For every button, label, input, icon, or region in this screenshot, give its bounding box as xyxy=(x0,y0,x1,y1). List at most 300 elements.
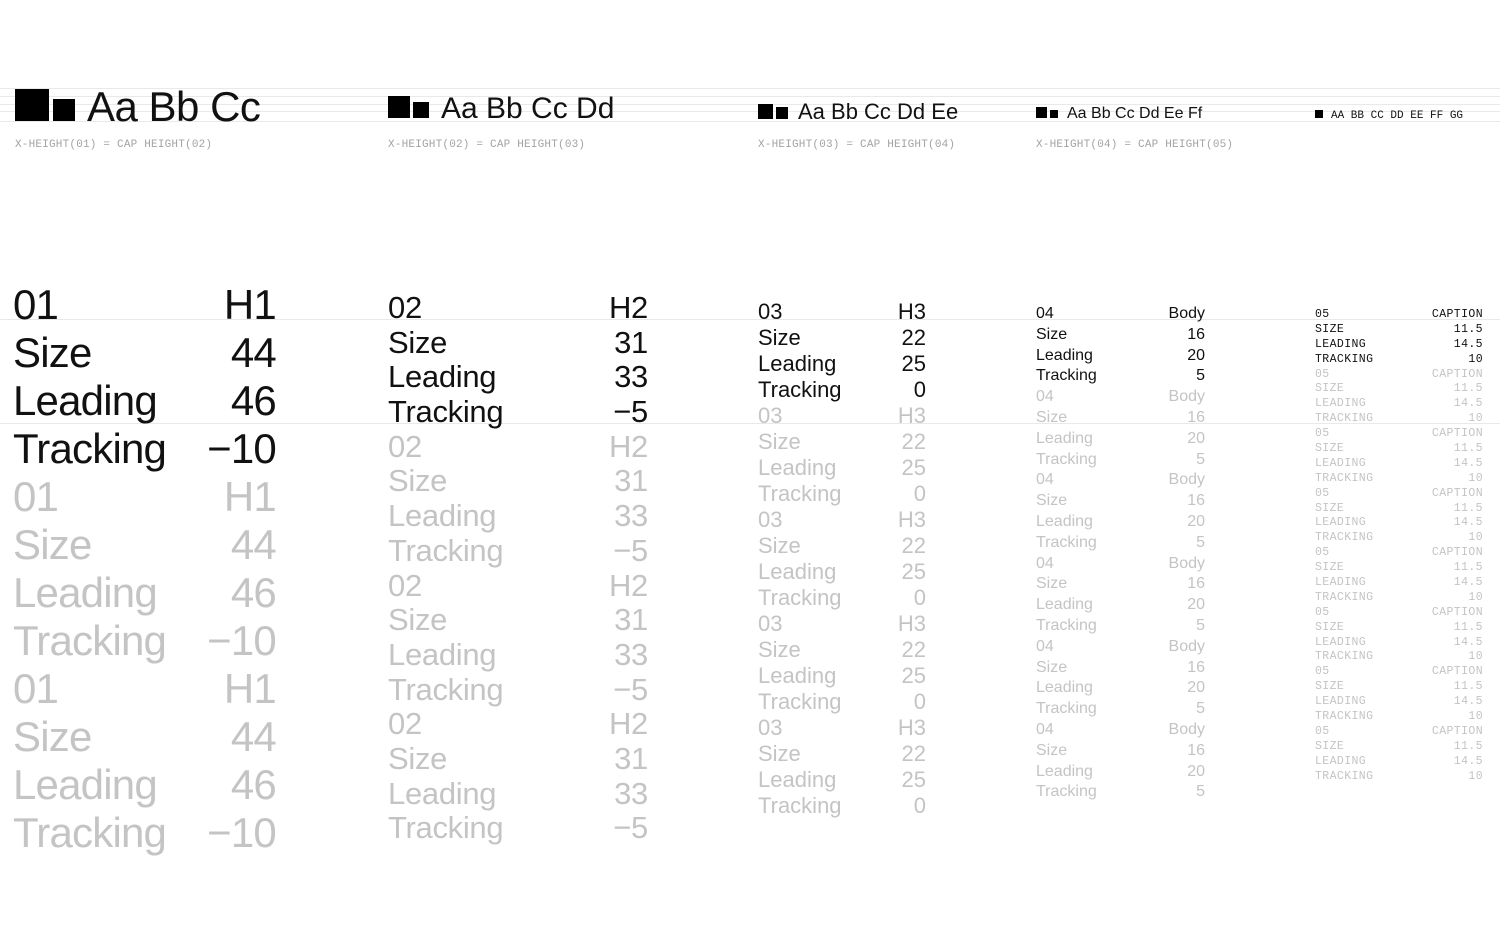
spec-row xyxy=(1315,680,1483,695)
spec-label: Leading xyxy=(388,775,497,811)
spec-label: Tracking xyxy=(13,425,167,472)
spec-value: 10 xyxy=(1468,590,1483,604)
spec-value: 11.5 xyxy=(1453,501,1483,515)
spec-row xyxy=(1036,533,1205,554)
spec-row xyxy=(1036,574,1205,595)
spec-label: Size xyxy=(388,463,448,499)
spec-label: Tracking xyxy=(758,585,842,610)
spec-label: 01 xyxy=(13,281,59,328)
spec-row xyxy=(758,715,926,741)
spec-value: 22 xyxy=(901,533,926,558)
spec-row xyxy=(1036,595,1205,616)
spec-label: 02 xyxy=(388,567,422,603)
spec-label: SIZE xyxy=(1315,680,1345,694)
spec-row xyxy=(1315,755,1483,770)
spec-row xyxy=(1315,516,1483,531)
spec-value: 14.5 xyxy=(1453,576,1483,590)
spec-row xyxy=(1036,387,1205,408)
spec-label: 05 xyxy=(1315,367,1330,381)
spec-label: 02 xyxy=(388,706,422,742)
type-sample-02 xyxy=(388,94,614,124)
spec-row xyxy=(1315,427,1483,442)
spec-value: H1 xyxy=(223,473,276,520)
spec-value: 31 xyxy=(614,463,648,499)
spec-column-h2 xyxy=(388,291,648,846)
spec-label: Size xyxy=(1036,408,1068,426)
spec-label: SIZE xyxy=(1315,322,1345,336)
spec-value: 16 xyxy=(1187,408,1205,426)
spec-row xyxy=(1036,699,1205,720)
spec-label: Leading xyxy=(758,559,837,584)
spec-value: 5 xyxy=(1196,700,1205,718)
spec-value: 20 xyxy=(1187,762,1205,780)
spec-row xyxy=(1036,325,1205,346)
spec-row xyxy=(1315,546,1483,561)
spec-label: 04 xyxy=(1036,554,1054,572)
spec-row xyxy=(1036,658,1205,679)
spec-value: 22 xyxy=(901,325,926,350)
spec-label: 05 xyxy=(1315,486,1330,500)
spec-row xyxy=(1036,616,1205,637)
spec-value: 25 xyxy=(901,559,926,584)
spec-value: 20 xyxy=(1187,429,1205,447)
spec-label: SIZE xyxy=(1315,561,1345,575)
spec-value: 5 xyxy=(1196,450,1205,468)
spec-row xyxy=(758,637,926,663)
spec-row xyxy=(1036,782,1205,803)
spec-row xyxy=(758,741,926,767)
spec-row xyxy=(1315,650,1483,665)
spec-value: 16 xyxy=(1187,325,1205,343)
spec-label: Leading xyxy=(758,767,837,792)
square-large-icon xyxy=(758,104,773,119)
spec-row xyxy=(1036,450,1205,471)
square-icon xyxy=(1315,110,1323,118)
spec-label: TRACKING xyxy=(1315,710,1374,724)
sample-text: AA BB CC DD EE FF GG xyxy=(1331,110,1464,122)
spec-label: Leading xyxy=(388,359,497,395)
spec-row xyxy=(388,742,648,777)
spec-label: Tracking xyxy=(388,394,504,430)
spec-row xyxy=(13,521,276,569)
spec-label: LEADING xyxy=(1315,516,1367,530)
spec-value: 14.5 xyxy=(1453,397,1483,411)
spec-label: Leading xyxy=(13,377,157,424)
spec-label: Size xyxy=(13,329,92,376)
spec-value: 20 xyxy=(1187,679,1205,697)
spec-label: Size xyxy=(758,637,801,662)
spec-row xyxy=(1315,457,1483,472)
spec-label: Tracking xyxy=(758,377,842,402)
spec-label: Size xyxy=(758,325,801,350)
spec-value: H3 xyxy=(897,715,926,740)
spec-row xyxy=(13,281,276,329)
spec-value: 20 xyxy=(1187,346,1205,364)
spec-value: 31 xyxy=(614,740,648,776)
spec-value: 10 xyxy=(1468,412,1483,426)
spec-value: 16 xyxy=(1187,575,1205,593)
spec-label: Leading xyxy=(1036,512,1093,530)
spec-label: 04 xyxy=(1036,637,1054,655)
spec-value: 14.5 xyxy=(1453,754,1483,768)
spec-value: H3 xyxy=(897,299,926,324)
spec-label: Tracking xyxy=(1036,616,1097,634)
spec-label: 01 xyxy=(13,473,59,520)
spec-label: Tracking xyxy=(388,532,504,568)
spec-value: 11.5 xyxy=(1453,382,1483,396)
spec-column-h3 xyxy=(758,299,926,819)
spec-value: −5 xyxy=(613,394,648,430)
spec-value: 25 xyxy=(901,663,926,688)
spec-row xyxy=(1315,502,1483,517)
spec-label: 03 xyxy=(758,715,783,740)
spec-column-body xyxy=(1036,304,1205,803)
spec-label: Leading xyxy=(1036,762,1093,780)
spec-label: Tracking xyxy=(13,809,167,856)
spec-value: CAPTION xyxy=(1431,486,1483,500)
spec-label: Size xyxy=(758,741,801,766)
spec-row xyxy=(758,611,926,637)
spec-label: TRACKING xyxy=(1315,352,1374,366)
spec-row xyxy=(1036,470,1205,491)
spec-label: Size xyxy=(1036,658,1068,676)
spec-value: H1 xyxy=(223,665,276,712)
spec-value: Body xyxy=(1168,471,1205,489)
spec-value: 10 xyxy=(1468,650,1483,664)
spec-value: 20 xyxy=(1187,512,1205,530)
spec-row xyxy=(758,533,926,559)
sample-text: Aa Bb Cc Dd Ee xyxy=(798,99,959,124)
type-sample-01 xyxy=(15,83,261,130)
spec-label: Tracking xyxy=(758,793,842,818)
spec-label: 03 xyxy=(758,299,783,324)
spec-value: −10 xyxy=(207,425,276,472)
spec-row xyxy=(388,777,648,812)
spec-row xyxy=(1315,308,1483,323)
spec-label: Size xyxy=(388,602,448,638)
spec-value: 46 xyxy=(230,761,276,808)
spec-label: Leading xyxy=(758,663,837,688)
spec-label: 05 xyxy=(1315,724,1330,738)
spec-value: 46 xyxy=(230,377,276,424)
spec-row xyxy=(1036,304,1205,325)
x-height-note: X-HEIGHT(03) = CAP HEIGHT(04) xyxy=(758,139,956,151)
spec-row xyxy=(758,481,926,507)
spec-label: Leading xyxy=(758,351,837,376)
spec-label: Size xyxy=(1036,741,1068,759)
spec-value: CAPTION xyxy=(1431,724,1483,738)
square-large-icon xyxy=(15,89,49,121)
x-height-note: X-HEIGHT(04) = CAP HEIGHT(05) xyxy=(1036,139,1234,151)
spec-row xyxy=(758,351,926,377)
spec-row xyxy=(388,395,648,430)
spec-label: LEADING xyxy=(1315,456,1367,470)
spec-row xyxy=(388,569,648,604)
spec-row xyxy=(1315,740,1483,755)
square-small-icon xyxy=(53,99,75,121)
spec-row xyxy=(1315,412,1483,427)
spec-row xyxy=(1315,472,1483,487)
spec-value: H3 xyxy=(897,403,926,428)
spec-row xyxy=(1315,770,1483,785)
spec-label: Leading xyxy=(388,636,497,672)
spec-label: 05 xyxy=(1315,308,1330,321)
spec-value: −5 xyxy=(613,532,648,568)
spec-value: 14.5 xyxy=(1453,635,1483,649)
spec-value: CAPTION xyxy=(1431,367,1483,381)
spec-label: 04 xyxy=(1036,471,1054,489)
spec-label: Leading xyxy=(1036,429,1093,447)
spec-row xyxy=(13,329,276,377)
square-large-icon xyxy=(1036,107,1047,118)
spec-row xyxy=(13,473,276,521)
spec-label: TRACKING xyxy=(1315,590,1374,604)
spec-value: 0 xyxy=(913,585,926,610)
spec-label: Tracking xyxy=(13,617,167,664)
spec-value: 11.5 xyxy=(1453,322,1483,336)
spec-row xyxy=(1036,408,1205,429)
spec-value: 14.5 xyxy=(1453,337,1483,351)
spec-label: SIZE xyxy=(1315,501,1345,515)
sample-text: Aa Bb Cc Dd xyxy=(441,92,615,125)
spec-value: 25 xyxy=(901,455,926,480)
spec-label: 05 xyxy=(1315,427,1330,441)
sample-text: Aa Bb Cc Dd Ee Ff xyxy=(1067,105,1203,122)
spec-row xyxy=(758,507,926,533)
spec-label: Size xyxy=(388,740,448,776)
spec-label: Tracking xyxy=(388,671,504,707)
spec-value: 16 xyxy=(1187,658,1205,676)
spec-value: 10 xyxy=(1468,352,1483,366)
spec-label: 04 xyxy=(1036,305,1054,322)
spec-label: Size xyxy=(1036,575,1068,593)
spec-value: 25 xyxy=(901,351,926,376)
spec-label: TRACKING xyxy=(1315,650,1374,664)
spec-value: −5 xyxy=(613,671,648,707)
spec-row xyxy=(1315,323,1483,338)
square-large-icon xyxy=(388,96,410,118)
spec-value: 20 xyxy=(1187,596,1205,614)
spec-value: 5 xyxy=(1196,367,1205,385)
spec-value: 22 xyxy=(901,637,926,662)
spec-value: 0 xyxy=(913,377,926,402)
spec-row xyxy=(1315,442,1483,457)
spec-row xyxy=(758,299,926,325)
spec-label: Leading xyxy=(1036,596,1093,614)
spec-value: 14.5 xyxy=(1453,456,1483,470)
spec-value: 10 xyxy=(1468,710,1483,724)
spec-label: 04 xyxy=(1036,388,1054,406)
spec-value: CAPTION xyxy=(1431,427,1483,441)
spec-row xyxy=(1315,487,1483,502)
spec-row xyxy=(13,761,276,809)
spec-row xyxy=(388,603,648,638)
spec-value: −10 xyxy=(207,617,276,664)
spec-row xyxy=(13,617,276,665)
spec-label: SIZE xyxy=(1315,442,1345,456)
spec-value: 0 xyxy=(913,481,926,506)
spec-row xyxy=(1315,397,1483,412)
spec-label: Leading xyxy=(13,761,157,808)
spec-value: H3 xyxy=(897,507,926,532)
type-sample-03 xyxy=(758,101,958,123)
spec-label: 04 xyxy=(1036,720,1054,738)
x-height-note: X-HEIGHT(02) = CAP HEIGHT(03) xyxy=(388,139,586,151)
spec-row xyxy=(1036,429,1205,450)
spec-label: Tracking xyxy=(1036,533,1097,551)
spec-row xyxy=(1315,338,1483,353)
spec-row xyxy=(1315,382,1483,397)
spec-row xyxy=(1036,366,1205,387)
spec-row xyxy=(13,569,276,617)
spec-row xyxy=(758,585,926,611)
spec-row xyxy=(1315,576,1483,591)
spec-row xyxy=(1315,636,1483,651)
spec-value: CAPTION xyxy=(1431,546,1483,560)
spec-row xyxy=(758,663,926,689)
spec-value: H1 xyxy=(223,281,276,328)
spec-value: 33 xyxy=(614,359,648,395)
spec-row xyxy=(1036,720,1205,741)
spec-label: Tracking xyxy=(758,481,842,506)
spec-row xyxy=(1315,606,1483,621)
spec-value: 10 xyxy=(1468,471,1483,485)
spec-row xyxy=(1315,695,1483,710)
spec-row xyxy=(13,713,276,761)
spec-label: TRACKING xyxy=(1315,412,1374,426)
spec-value: H2 xyxy=(608,428,648,464)
spec-row xyxy=(1036,678,1205,699)
spec-label: Leading xyxy=(388,498,497,534)
spec-value: 31 xyxy=(614,602,648,638)
spec-label: TRACKING xyxy=(1315,471,1374,485)
spec-row xyxy=(1036,512,1205,533)
spec-row xyxy=(1036,346,1205,367)
spec-row xyxy=(1315,665,1483,680)
spec-label: 01 xyxy=(13,665,59,712)
spec-value: 33 xyxy=(614,775,648,811)
spec-label: 05 xyxy=(1315,546,1330,560)
square-small-icon xyxy=(1050,110,1058,118)
spec-label: Tracking xyxy=(1036,700,1097,718)
spec-value: 11.5 xyxy=(1453,739,1483,753)
type-sample-05 xyxy=(1315,110,1463,122)
spec-value: 14.5 xyxy=(1453,695,1483,709)
square-small-icon xyxy=(776,107,788,119)
spec-value: Body xyxy=(1168,720,1205,738)
spec-label: Size xyxy=(1036,325,1068,343)
spec-label: Leading xyxy=(13,569,157,616)
spec-row xyxy=(1036,762,1205,783)
spec-label: TRACKING xyxy=(1315,531,1374,545)
spec-value: H2 xyxy=(608,290,648,325)
spec-value: −10 xyxy=(207,809,276,856)
spec-value: 16 xyxy=(1187,492,1205,510)
spec-label: Tracking xyxy=(1036,367,1097,385)
spec-label: LEADING xyxy=(1315,576,1367,590)
spec-value: 44 xyxy=(230,329,276,376)
spec-value: 0 xyxy=(913,689,926,714)
spec-column-caption xyxy=(1315,308,1483,785)
spec-label: TRACKING xyxy=(1315,769,1374,783)
spec-label: Size xyxy=(388,324,448,360)
spec-row xyxy=(388,464,648,499)
spec-label: Leading xyxy=(1036,679,1093,697)
spec-row xyxy=(1315,561,1483,576)
x-height-note: X-HEIGHT(01) = CAP HEIGHT(02) xyxy=(15,139,213,151)
spec-row xyxy=(758,767,926,793)
spec-label: Size xyxy=(13,521,92,568)
spec-label: SIZE xyxy=(1315,620,1345,634)
spec-value: 31 xyxy=(614,324,648,360)
spec-value: 44 xyxy=(230,713,276,760)
spec-row xyxy=(1315,621,1483,636)
spec-value: 10 xyxy=(1468,531,1483,545)
spec-row xyxy=(1315,353,1483,368)
spec-row xyxy=(388,534,648,569)
spec-row xyxy=(1315,710,1483,725)
spec-row xyxy=(388,326,648,361)
spec-label: Tracking xyxy=(1036,783,1097,801)
spec-value: 46 xyxy=(230,569,276,616)
spec-label: 03 xyxy=(758,507,783,532)
spec-value: H2 xyxy=(608,706,648,742)
spec-row xyxy=(13,665,276,713)
spec-row xyxy=(388,360,648,395)
spec-value: Body xyxy=(1168,554,1205,572)
spec-value: 14.5 xyxy=(1453,516,1483,530)
spec-value: 5 xyxy=(1196,783,1205,801)
spec-label: Tracking xyxy=(758,689,842,714)
sample-text: Aa Bb Cc xyxy=(87,83,261,130)
spec-label: 05 xyxy=(1315,665,1330,679)
spec-row xyxy=(758,403,926,429)
spec-label: Tracking xyxy=(388,810,504,846)
spec-value: 0 xyxy=(913,793,926,818)
spec-row xyxy=(758,793,926,819)
spec-value: Body xyxy=(1168,305,1205,322)
spec-value: Body xyxy=(1168,637,1205,655)
spec-row xyxy=(1036,491,1205,512)
spec-value: 33 xyxy=(614,636,648,672)
spec-row xyxy=(1315,531,1483,546)
spec-row xyxy=(388,430,648,465)
spec-row xyxy=(1315,725,1483,740)
spec-value: 10 xyxy=(1468,769,1483,783)
spec-label: SIZE xyxy=(1315,382,1345,396)
spec-value: 16 xyxy=(1187,741,1205,759)
spec-row xyxy=(1315,591,1483,606)
spec-label: Leading xyxy=(1036,346,1093,364)
spec-value: CAPTION xyxy=(1431,665,1483,679)
spec-value: 11.5 xyxy=(1453,680,1483,694)
spec-label: Size xyxy=(758,429,801,454)
spec-value: 25 xyxy=(901,767,926,792)
spec-label: LEADING xyxy=(1315,337,1367,351)
spec-label: 02 xyxy=(388,428,422,464)
spec-label: Tracking xyxy=(1036,450,1097,468)
spec-row xyxy=(13,809,276,857)
spec-row xyxy=(758,429,926,455)
spec-label: Size xyxy=(1036,492,1068,510)
spec-value: 5 xyxy=(1196,616,1205,634)
spec-label: LEADING xyxy=(1315,754,1367,768)
type-sample-04 xyxy=(1036,106,1202,122)
spec-value: 11.5 xyxy=(1453,442,1483,456)
spec-row xyxy=(1036,637,1205,658)
spec-label: LEADING xyxy=(1315,695,1367,709)
spec-label: LEADING xyxy=(1315,397,1367,411)
